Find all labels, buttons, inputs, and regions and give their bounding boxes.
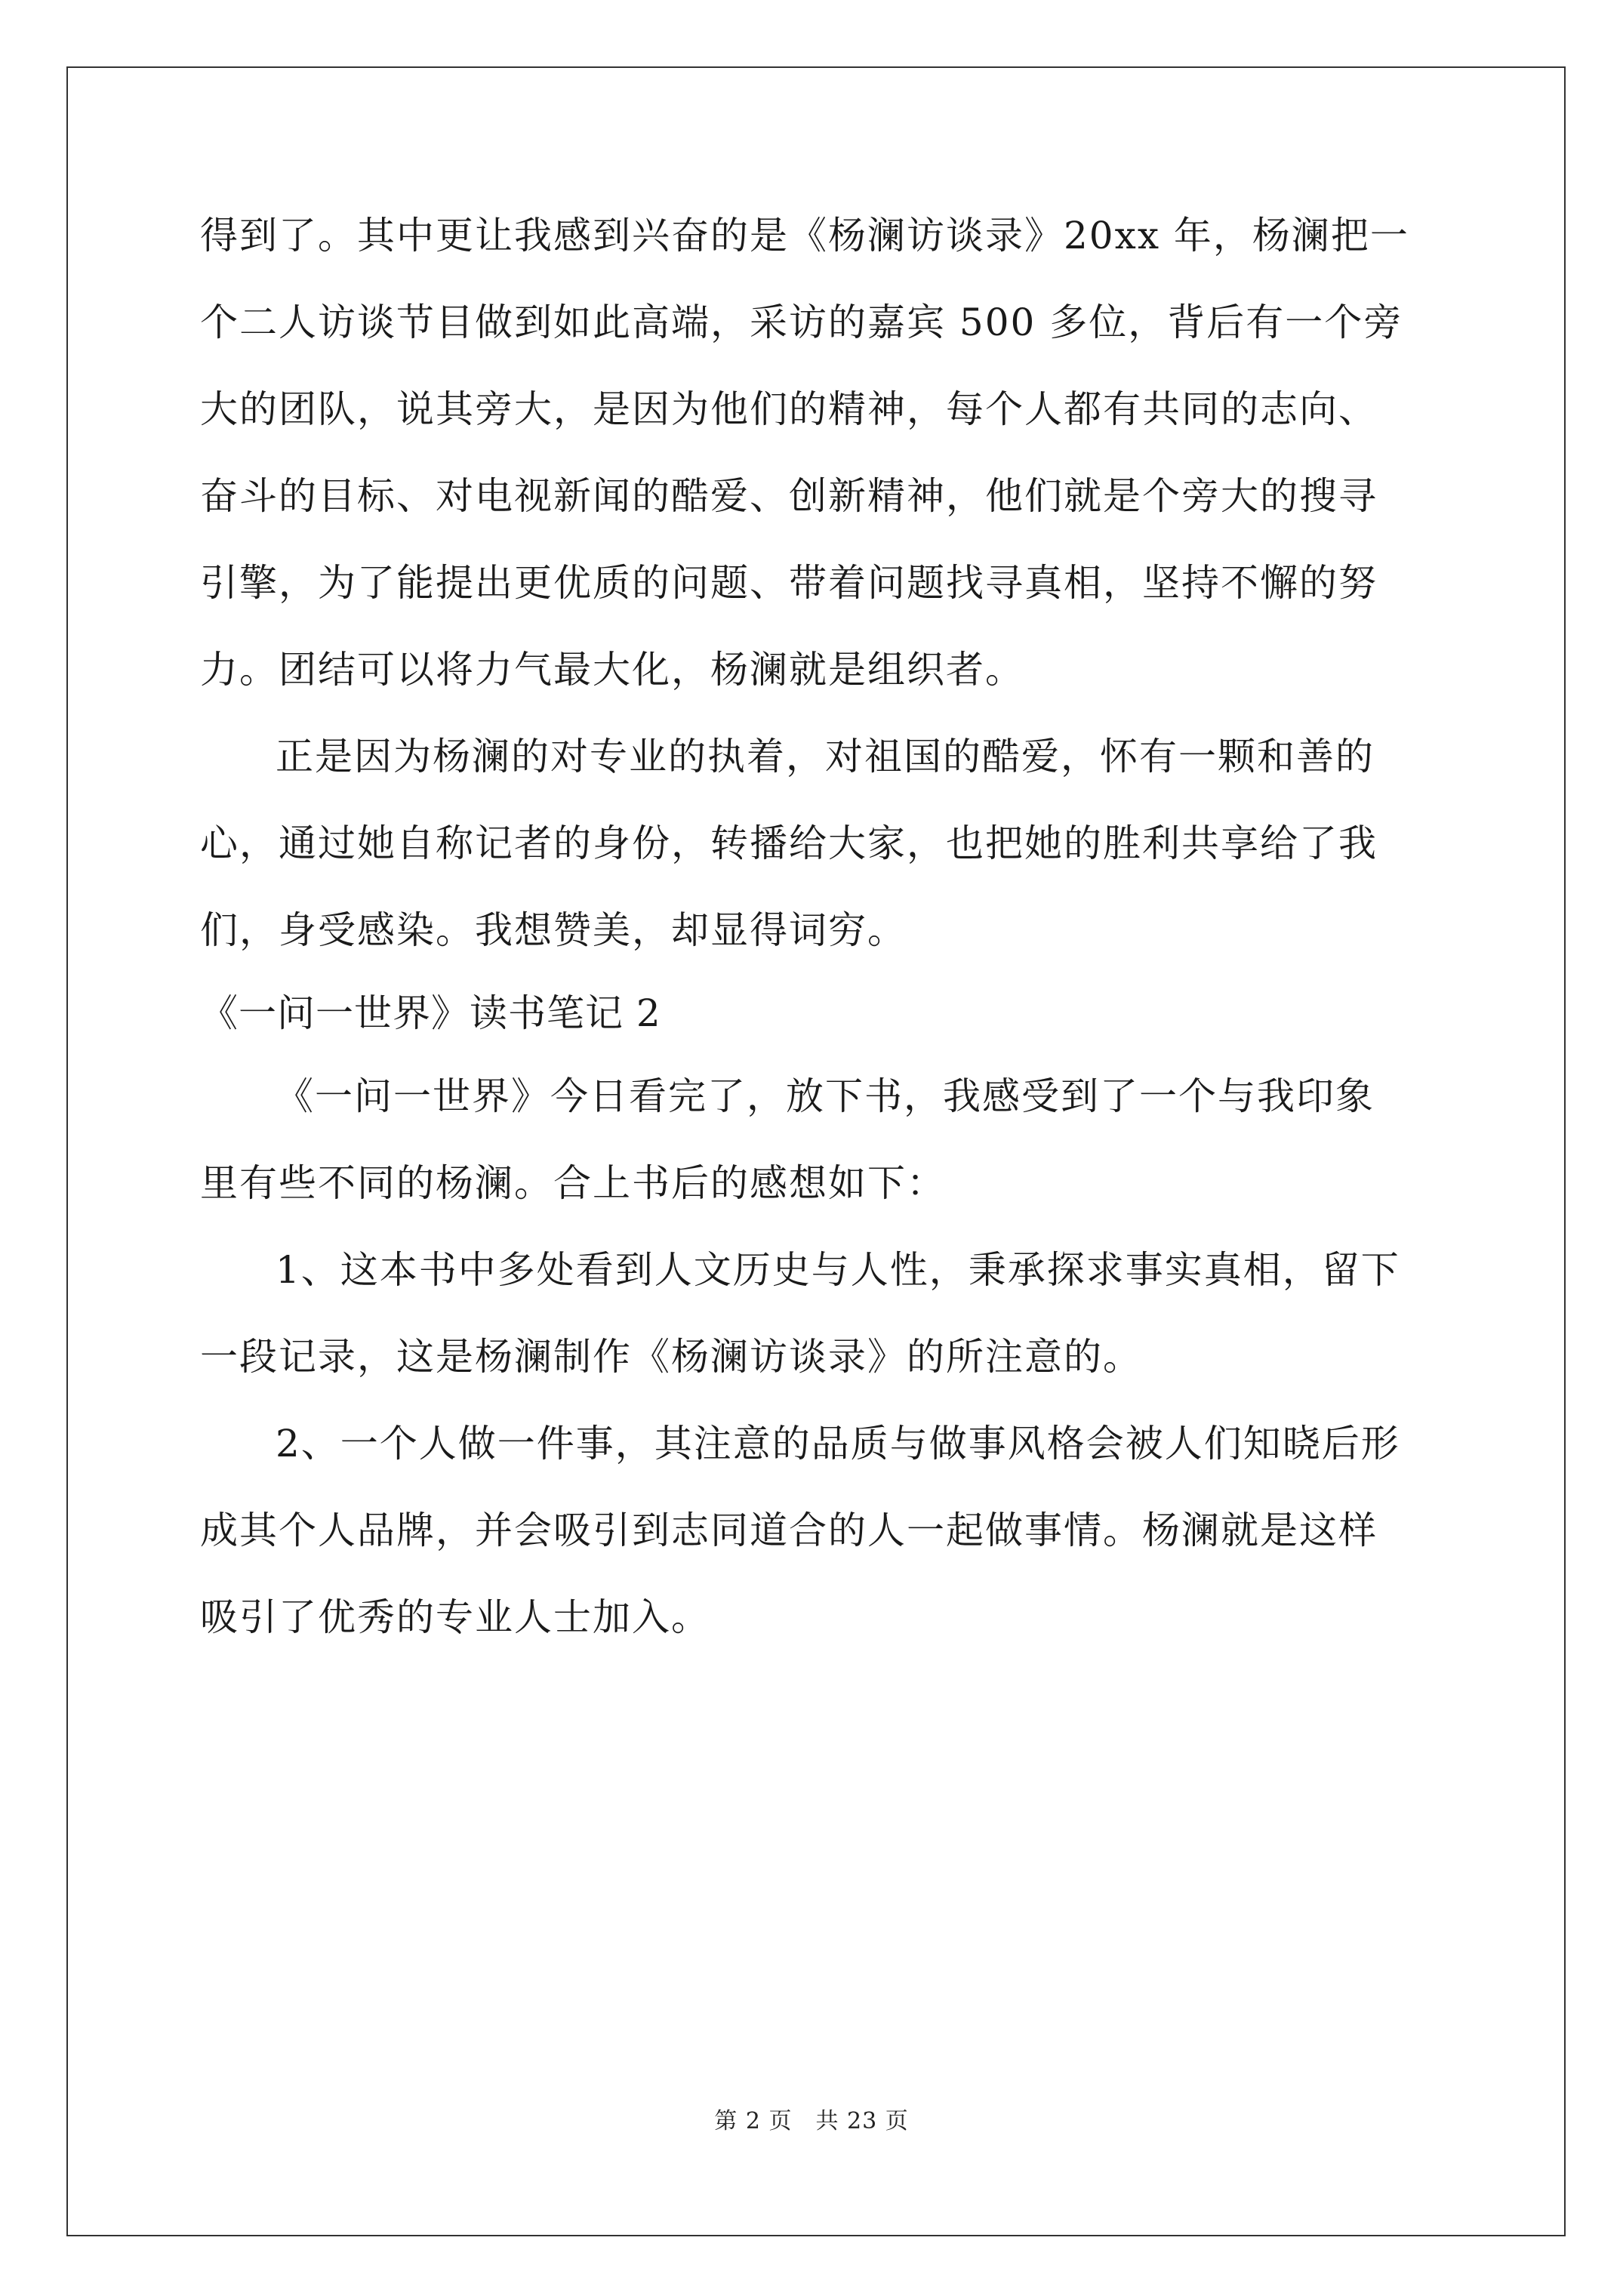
text-line: 引擎，为了能提出更优质的问题、带着问题找寻真相，坚持不懈的努 [200,561,1378,605]
text-line: 正是因为杨澜的对专业的执着，对祖国的酷爱，怀有一颗和善的 [276,735,1375,778]
section-heading: 《一问一世界》读书笔记 2 [200,991,661,1035]
text-line: 得到了。其中更让我感到兴奋的是《杨澜访谈录》20xx 年，杨澜把一 [200,214,1409,257]
text-line: 1、这本书中多处看到人文历史与人性，秉承探求事实真相，留下 [276,1248,1400,1292]
text-line: 2、一个人做一件事，其注意的品质与做事风格会被人们知晓后形 [276,1422,1400,1465]
text-line: 力。团结可以将力气最大化，杨澜就是组织者。 [200,648,1024,692]
text-line: 心，通过她自称记者的身份，转播给大家，也把她的胜利共享给了我 [200,821,1378,865]
text-line: 《一问一世界》今日看完了，放下书，我感受到了一个与我印象 [276,1074,1375,1118]
text-line: 一段记录，这是杨澜制作《杨澜访谈录》的所注意的。 [200,1335,1142,1379]
text-line: 大的团队，说其旁大，是因为他们的精神，每个人都有共同的志向、 [200,387,1378,431]
text-line: 们，身受感染。我想赞美，却显得词穷。 [200,908,907,952]
text-line: 吸引了优秀的专业人士加入。 [200,1595,710,1639]
text-line: 成其个人品牌，并会吸引到志同道合的人一起做事情。杨澜就是这样 [200,1509,1378,1552]
page-number: 第 2 页 共 23 页 [714,2108,909,2134]
text-line: 个二人访谈节目做到如此高端，采访的嘉宾 500 多位，背后有一个旁 [200,300,1403,344]
text-line: 里有些不同的杨澜。合上书后的感想如下： [200,1161,946,1205]
text-line: 奋斗的目标、对电视新闻的酷爱、创新精神，他们就是个旁大的搜寻 [200,474,1378,518]
